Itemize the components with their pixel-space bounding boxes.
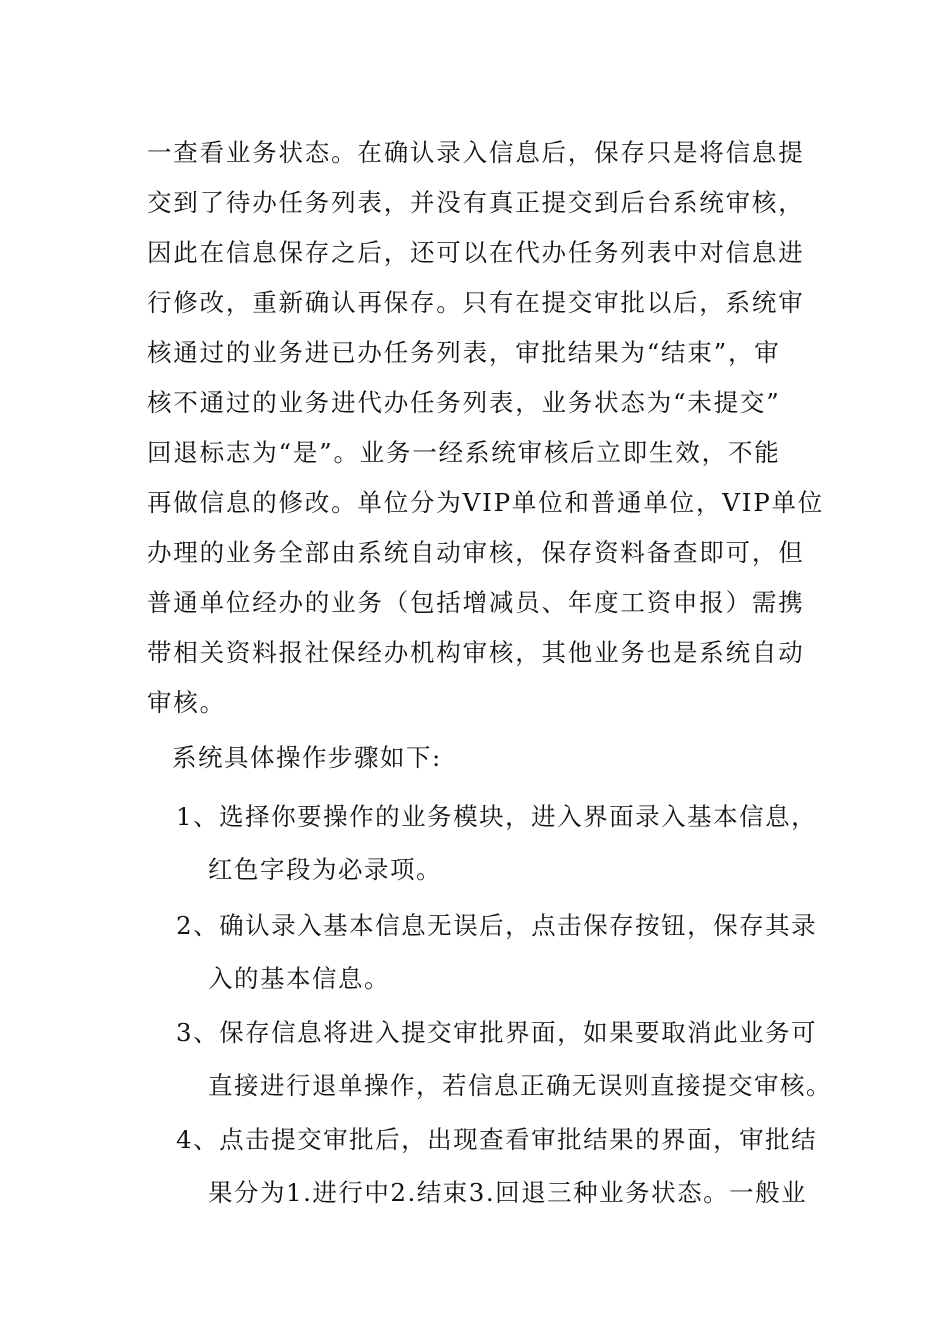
- paragraph-line: 办理的业务全部由系统自动审核，保存资料备查即可，但: [147, 538, 805, 567]
- step-first-line: [176, 1006, 816, 1059]
- paragraph-line: 交到了待办任务列表，并没有真正提交到后台系统审核，: [147, 188, 805, 217]
- paragraph-line: 因此在信息保存之后，还可以在代办任务列表中对信息进: [147, 238, 805, 267]
- steps-intro: 系统具体操作步骤如下:: [172, 743, 442, 772]
- step-item: [176, 1006, 832, 1112]
- step-number: 3、: [176, 1018, 220, 1047]
- body-paragraph: [147, 128, 825, 728]
- paragraph-line: 审核。: [147, 688, 226, 717]
- step-first-line: [176, 790, 816, 843]
- step-first-line: [176, 899, 816, 952]
- step-continuation: 红色字段为必录项。: [208, 855, 442, 884]
- paragraph-line: 普通单位经办的业务（包括增减员、年度工资申报）需携: [147, 588, 805, 617]
- step-text: 保存信息将进入提交审批界面，如果要取消此业务可: [219, 1018, 818, 1047]
- paragraph-line: 带相关资料报社保经办机构审核，其他业务也是系统自动: [147, 638, 805, 667]
- step-first-line: [176, 1113, 816, 1166]
- step-text: 点击提交审批后，出现查看审批结果的界面，审批结: [219, 1125, 818, 1154]
- paragraph-line: 回退标志为“是”。业务一经系统审核后立即生效，不能: [147, 438, 781, 467]
- step-item: [176, 1113, 816, 1219]
- paragraph-line: 核不通过的业务进代办任务列表，业务状态为“未提交”: [147, 388, 781, 417]
- step-text: 确认录入基本信息无误后，点击保存按钮，保存其录: [219, 911, 818, 940]
- step-number: 2、: [176, 911, 220, 940]
- step-item: [176, 790, 816, 896]
- step-text: 选择你要操作的业务模块，进入界面录入基本信息，: [219, 802, 818, 831]
- paragraph-line: 行修改，重新确认再保存。只有在提交审批以后，系统审: [147, 288, 805, 317]
- paragraph-line: 再做信息的修改。单位分为VIP单位和普通单位，VIP单位: [147, 488, 825, 517]
- step-continuation: 直接进行退单操作，若信息正确无误则直接提交审核。: [208, 1071, 832, 1100]
- paragraph-line: 核通过的业务进已办任务列表，审批结果为“结束”，审: [147, 338, 781, 367]
- step-item: [176, 899, 816, 1005]
- paragraph-line: 一查看业务状态。在确认录入信息后，保存只是将信息提: [147, 138, 805, 167]
- step-number: 1、: [176, 802, 220, 831]
- step-continuation: 果分为1.进行中2.结束3.回退三种业务状态。一般业: [208, 1178, 808, 1207]
- step-number: 4、: [176, 1125, 220, 1154]
- step-continuation: 入的基本信息。: [208, 964, 390, 993]
